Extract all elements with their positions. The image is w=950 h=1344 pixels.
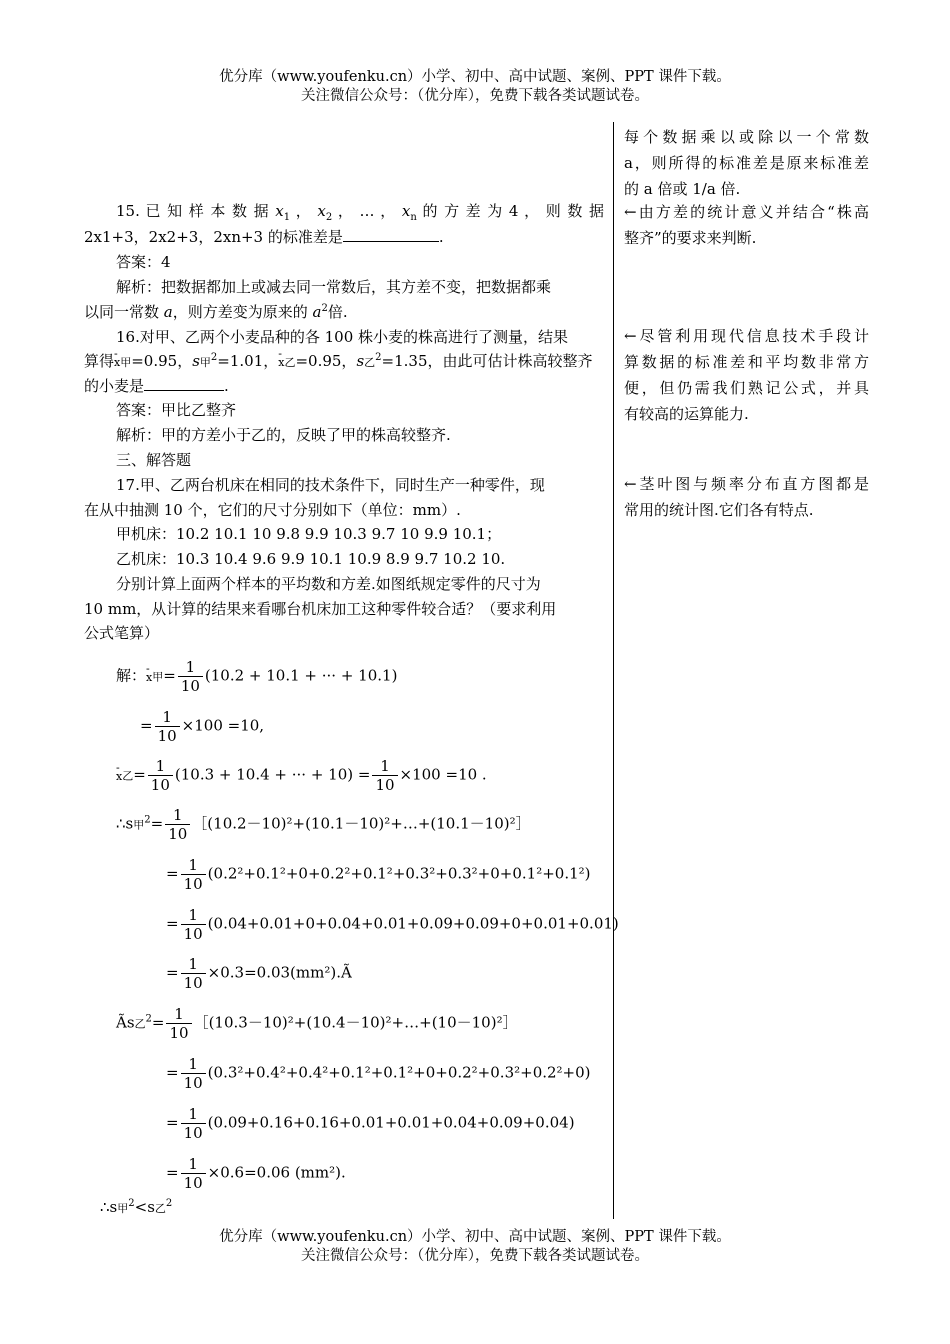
margin-note-2: ←由方差的统计意义并结合“株高 整齐”的要求来判断. <box>624 203 869 247</box>
sol-mean-jia: 解：- x甲= $\frac{1}{10}$ (10.2 + 10.1 + ··· + 10.1) <box>116 658 397 695</box>
margin-note-1: 每个数据乘以或除以一个常数 a，则所得的标准差是原来标准差 的 a 倍或 1/a 倍. <box>624 128 869 198</box>
q16-line-1: 16.对甲、乙两个小麦品种的各 100 株小麦的株高进行了测量，结果 <box>116 328 569 346</box>
q15-answer: 答案：4 <box>116 253 171 271</box>
sol-mean-jia-2: = $\frac{1}{10}$ ×100 =10, <box>140 708 265 745</box>
footer-line-1: 优分库（www.youfenku.cn）小学、初中、高中试题、案例、PPT 课件下载。 <box>219 1229 731 1245</box>
fraction: $\frac{1}{10}$ <box>178 658 203 695</box>
fraction: $\frac{1}{10}$ <box>181 906 206 943</box>
q16-answer: 答案：甲比乙整齐 <box>116 401 237 419</box>
answer-blank <box>343 227 439 242</box>
fraction: $\frac{1}{10}$ <box>165 806 190 843</box>
footer-line-2: 关注微信公众号：（优分库），免费下载各类试题试卷。 <box>301 1248 649 1264</box>
sol-mean-yi: - x乙= $\frac{1}{10}$ (10.3 + 10.4 + ··· + 10) = $\frac{1}{10}$ ×100 =10 . <box>116 757 487 794</box>
q17-line-2: 在从中抽测 10 个，它们的尺寸分别如下（单位：mm）. <box>84 501 461 519</box>
fraction: $\frac{1}{10}$ <box>181 955 206 992</box>
fraction: $\frac{1}{10}$ <box>181 856 206 893</box>
sol-var-yi-4: = $\frac{1}{10}$ ×0.6=0.06 (mm²). <box>166 1155 346 1192</box>
answer-blank <box>144 376 224 391</box>
q15-analysis-1: 解析：把数据都加上或减去同一常数后，其方差不变，把数据都乘 <box>116 278 552 296</box>
q16-line-2: 算得- x甲=0.95，s甲$^2$=1.01，- x乙=0.95，s乙$^2$=1.35，由此可估计株高较整齐 <box>84 350 592 374</box>
fraction: $\frac{1}{10}$ <box>155 708 180 745</box>
fraction: $\frac{1}{10}$ <box>181 1155 206 1192</box>
page-footer <box>0 1228 950 1266</box>
q15-analysis-2: 以同一常数 a，则方差变为原来的 $a^2$倍. <box>84 303 348 321</box>
fraction: $\frac{1}{10}$ <box>181 1055 206 1092</box>
q17-data-jia: 甲机床：10.2 10.1 10 9.8 9.9 10.3 9.7 10 9.9 10.1； <box>116 525 502 543</box>
sol-var-yi-1: Ãs乙$^2$= $\frac{1}{10}$ ［(10.3－10)²+(10.4－10)²+…+(10－10)²］ <box>116 1005 518 1042</box>
sol-var-jia-3: = $\frac{1}{10}$ (0.04+0.01+0+0.04+0.01+0.09+0.09+0+0.01+0.01) <box>166 906 619 943</box>
margin-note-4: ←茎叶图与频率分布直方图都是 常用的统计图.它们各有特点. <box>624 475 869 519</box>
sol-var-jia-4: = $\frac{1}{10}$ ×0.3=0.03(mm²).Ã <box>166 955 352 992</box>
margin-note-3: ←尽管利用现代信息技术手段计 算数据的标准差和平均数非常方 便，但仍需我们熟记公式，并具 有较高的运算能力. <box>624 327 869 423</box>
sol-conclusion: ∴s甲$^2$<s乙$^2$ <box>100 1198 173 1216</box>
header-line-2: 关注微信公众号：（优分库），免费下载各类试题试卷。 <box>301 88 649 104</box>
q16-analysis: 解析：甲的方差小于乙的，反映了甲的株高较整齐. <box>116 426 451 444</box>
sol-var-jia-2: = $\frac{1}{10}$ (0.2²+0.1²+0+0.2²+0.1²+0.3²+0.3²+0+0.1²+0.1²) <box>166 856 591 893</box>
fraction: $\frac{1}{10}$ <box>372 757 397 794</box>
q17-line-3: 分别计算上面两个样本的平均数和方差.如图纸规定零件的尺寸为 <box>116 575 541 593</box>
fraction: $\frac{1}{10}$ <box>181 1105 206 1142</box>
sol-var-jia-1: ∴s甲$^2$= $\frac{1}{10}$ ［(10.2－10)²+(10.1－10)²+…+(10.1－10)²］ <box>116 806 531 843</box>
q17-line-4: 10 mm，从计算的结果来看哪台机床加工这种零件较合适？（要求利用 <box>84 600 557 618</box>
q15-line-1: 15. 已 知 样 本 数 据 $x_1$ ， $x_2$ ， … ， $x_n$ 的 方 差 为 4 ， 则 数 据 <box>116 202 604 223</box>
q17-line-5: 公式笔算） <box>84 624 160 642</box>
q17-line-1: 17.甲、乙两台机床在相同的技术条件下，同时生产一种零件，现 <box>116 476 545 494</box>
q17-data-yi: 乙机床：10.3 10.4 9.6 9.9 10.1 10.9 8.9 9.7 10.2 10. <box>116 550 506 568</box>
section-heading: 三、解答题 <box>116 451 192 469</box>
page-header <box>0 68 950 106</box>
sol-var-yi-2: = $\frac{1}{10}$ (0.3²+0.4²+0.4²+0.1²+0.1²+0+0.2²+0.3²+0.2²+0) <box>166 1055 591 1092</box>
q15-line-2: 2x1+3，2x2+3，2xn+3 的标准差是 . <box>84 228 444 246</box>
fraction: $\frac{1}{10}$ <box>166 1005 191 1042</box>
fraction: $\frac{1}{10}$ <box>148 757 173 794</box>
column-divider <box>613 122 614 1219</box>
q16-line-3: 的小麦是 . <box>84 377 229 395</box>
header-line-1: 优分库（www.youfenku.cn）小学、初中、高中试题、案例、PPT 课件下载。 <box>219 69 731 85</box>
sol-var-yi-3: = $\frac{1}{10}$ (0.09+0.16+0.16+0.01+0.01+0.04+0.09+0.04) <box>166 1105 575 1142</box>
